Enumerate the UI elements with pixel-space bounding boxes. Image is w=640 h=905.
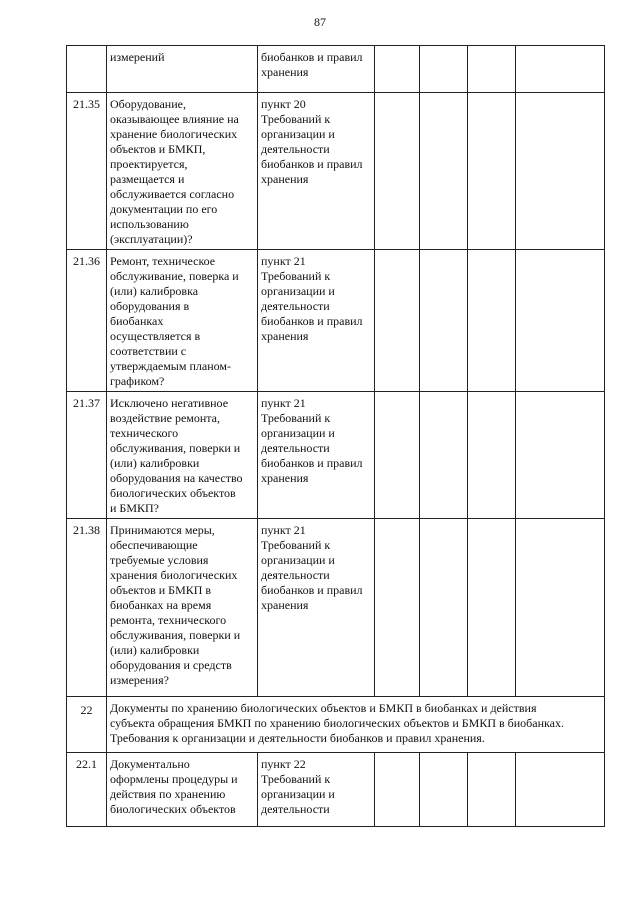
text-line: деятельности [261, 568, 330, 582]
empty-answer-cell [516, 753, 605, 827]
text-line: биологических объектов [110, 486, 236, 500]
text-line: хранения биологических [110, 568, 238, 582]
text-line: проектируется, [110, 157, 188, 171]
regulation-reference [258, 93, 375, 250]
text-line: хранения [261, 172, 309, 186]
text-line: документации по его [110, 202, 218, 216]
empty-answer-cell [375, 753, 420, 827]
empty-answer-cell [420, 93, 468, 250]
requirement-question [107, 519, 258, 697]
item-number: 21.36 [67, 250, 107, 392]
text-line: Ремонт, техническое [110, 254, 216, 268]
text-line: хранения [261, 329, 309, 343]
section-line: Документы по хранению биологических объектов и БМКП в биобанках и действия [110, 701, 537, 715]
empty-answer-cell [420, 753, 468, 827]
table-row [67, 753, 605, 827]
empty-answer-cell [375, 519, 420, 697]
text-line: организации и [261, 426, 335, 440]
empty-answer-cell [375, 392, 420, 519]
text-line: оборудования на качество [110, 471, 243, 485]
empty-answer-cell [468, 93, 516, 250]
requirement-question [107, 93, 258, 250]
empty-answer-cell [468, 392, 516, 519]
table-row [67, 93, 605, 250]
table-row [67, 46, 605, 93]
text-line: объектов и БМКП, [110, 142, 206, 156]
empty-answer-cell [468, 46, 516, 93]
text-line: соответствии с [110, 344, 187, 358]
empty-answer-cell [420, 46, 468, 93]
empty-answer-cell [516, 519, 605, 697]
text-line: обслуживание, поверка и [110, 269, 239, 283]
text-line: биобанков и правил [261, 50, 363, 64]
regulation-reference [258, 753, 375, 827]
text-line: (или) калибровки [110, 456, 200, 470]
empty-answer-cell [468, 753, 516, 827]
text-line: пункт 21 [261, 254, 306, 268]
text-line: пункт 20 [261, 97, 306, 111]
text-line: пункт 21 [261, 396, 306, 410]
empty-answer-cell [420, 392, 468, 519]
text-line: (или) калибровка [110, 284, 199, 298]
section-title [107, 697, 605, 753]
text-line: обслуживания, поверки и [110, 441, 241, 455]
item-number [67, 46, 107, 93]
text-line: Требований к [261, 411, 331, 425]
requirement-question [107, 753, 258, 827]
text-line: биобанков и правил [261, 583, 363, 597]
text-line: графиком? [110, 374, 165, 388]
text-line: обслуживается согласно [110, 187, 235, 201]
text-line: хранения [261, 471, 309, 485]
item-number: 21.35 [67, 93, 107, 250]
regulation-reference [258, 519, 375, 697]
empty-answer-cell [516, 250, 605, 392]
text-line: Требований к [261, 112, 331, 126]
empty-answer-cell [516, 93, 605, 250]
empty-answer-cell [375, 93, 420, 250]
page-number: 87 [314, 15, 326, 29]
text-line: Документально [110, 757, 190, 771]
text-line: Требований к [261, 269, 331, 283]
regulation-reference [258, 250, 375, 392]
text-line: организации и [261, 553, 335, 567]
regulation-reference [258, 392, 375, 519]
checklist-table [66, 45, 605, 827]
text-line: Оборудование, [110, 97, 186, 111]
empty-answer-cell [468, 250, 516, 392]
section-header-row [67, 697, 605, 753]
text-line: оборудования в [110, 299, 190, 313]
text-line: биологических объектов [110, 802, 236, 816]
requirement-question [107, 250, 258, 392]
empty-answer-cell [516, 46, 605, 93]
text-line: оказывающее влияние на [110, 112, 239, 126]
text-line: Требований к [261, 772, 331, 786]
text-line: (или) калибровки [110, 643, 200, 657]
text-line: измерения? [110, 673, 169, 687]
section-line: Требования к организации и деятельности биобанков и правил хранения. [110, 731, 485, 745]
text-line: оборудования и средств [110, 658, 232, 672]
text-line: биобанках на время [110, 598, 212, 612]
empty-answer-cell [420, 250, 468, 392]
table-row [67, 519, 605, 697]
section-number: 22 [67, 697, 107, 753]
text-line: воздействие ремонта, [110, 411, 221, 425]
text-line: технического [110, 426, 179, 440]
text-line: деятельности [261, 802, 330, 816]
text-line: и БМКП? [110, 501, 159, 515]
item-number: 21.38 [67, 519, 107, 697]
section-line: субъекта обращения БМКП по хранению биологических объектов и БМКП в биобанках. [110, 716, 565, 730]
empty-answer-cell [516, 392, 605, 519]
table-row [67, 392, 605, 519]
empty-answer-cell [420, 519, 468, 697]
text-line: обеспечивающие [110, 538, 198, 552]
text-line: Принимаются меры, [110, 523, 215, 537]
text-line: Исключено негативное [110, 396, 229, 410]
text-line: требуемые условия [110, 553, 209, 567]
text-line: деятельности [261, 299, 330, 313]
text-line: обслуживания, поверки и [110, 628, 241, 642]
requirement-question [107, 46, 258, 93]
text-line: оформлены процедуры и [110, 772, 238, 786]
text-line: измерений [110, 50, 165, 64]
text-line: биобанков и правил [261, 456, 363, 470]
text-line: осуществляется в [110, 329, 201, 343]
empty-answer-cell [468, 519, 516, 697]
empty-answer-cell [375, 46, 420, 93]
text-line: объектов и БМКП в [110, 583, 212, 597]
text-line: деятельности [261, 142, 330, 156]
text-line: размещается и [110, 172, 185, 186]
item-number: 21.37 [67, 392, 107, 519]
regulation-reference [258, 46, 375, 93]
text-line: организации и [261, 787, 335, 801]
text-line: утверждаемым планом- [110, 359, 231, 373]
requirement-question [107, 392, 258, 519]
text-line: биобанков и правил [261, 157, 363, 171]
text-line: Требований к [261, 538, 331, 552]
text-line: использованию [110, 217, 189, 231]
text-line: организации и [261, 127, 335, 141]
text-line: хранения [261, 65, 309, 79]
text-line: действия по хранению [110, 787, 226, 801]
text-line: биобанках [110, 314, 164, 328]
text-line: организации и [261, 284, 335, 298]
text-line: биобанков и правил [261, 314, 363, 328]
text-line: пункт 21 [261, 523, 306, 537]
table-row [67, 250, 605, 392]
text-line: деятельности [261, 441, 330, 455]
text-line: (эксплуатации)? [110, 232, 193, 246]
text-line: хранение биологических [110, 127, 238, 141]
item-number: 22.1 [67, 753, 107, 827]
text-line: ремонта, технического [110, 613, 227, 627]
text-line: пункт 22 [261, 757, 306, 771]
empty-answer-cell [375, 250, 420, 392]
text-line: хранения [261, 598, 309, 612]
